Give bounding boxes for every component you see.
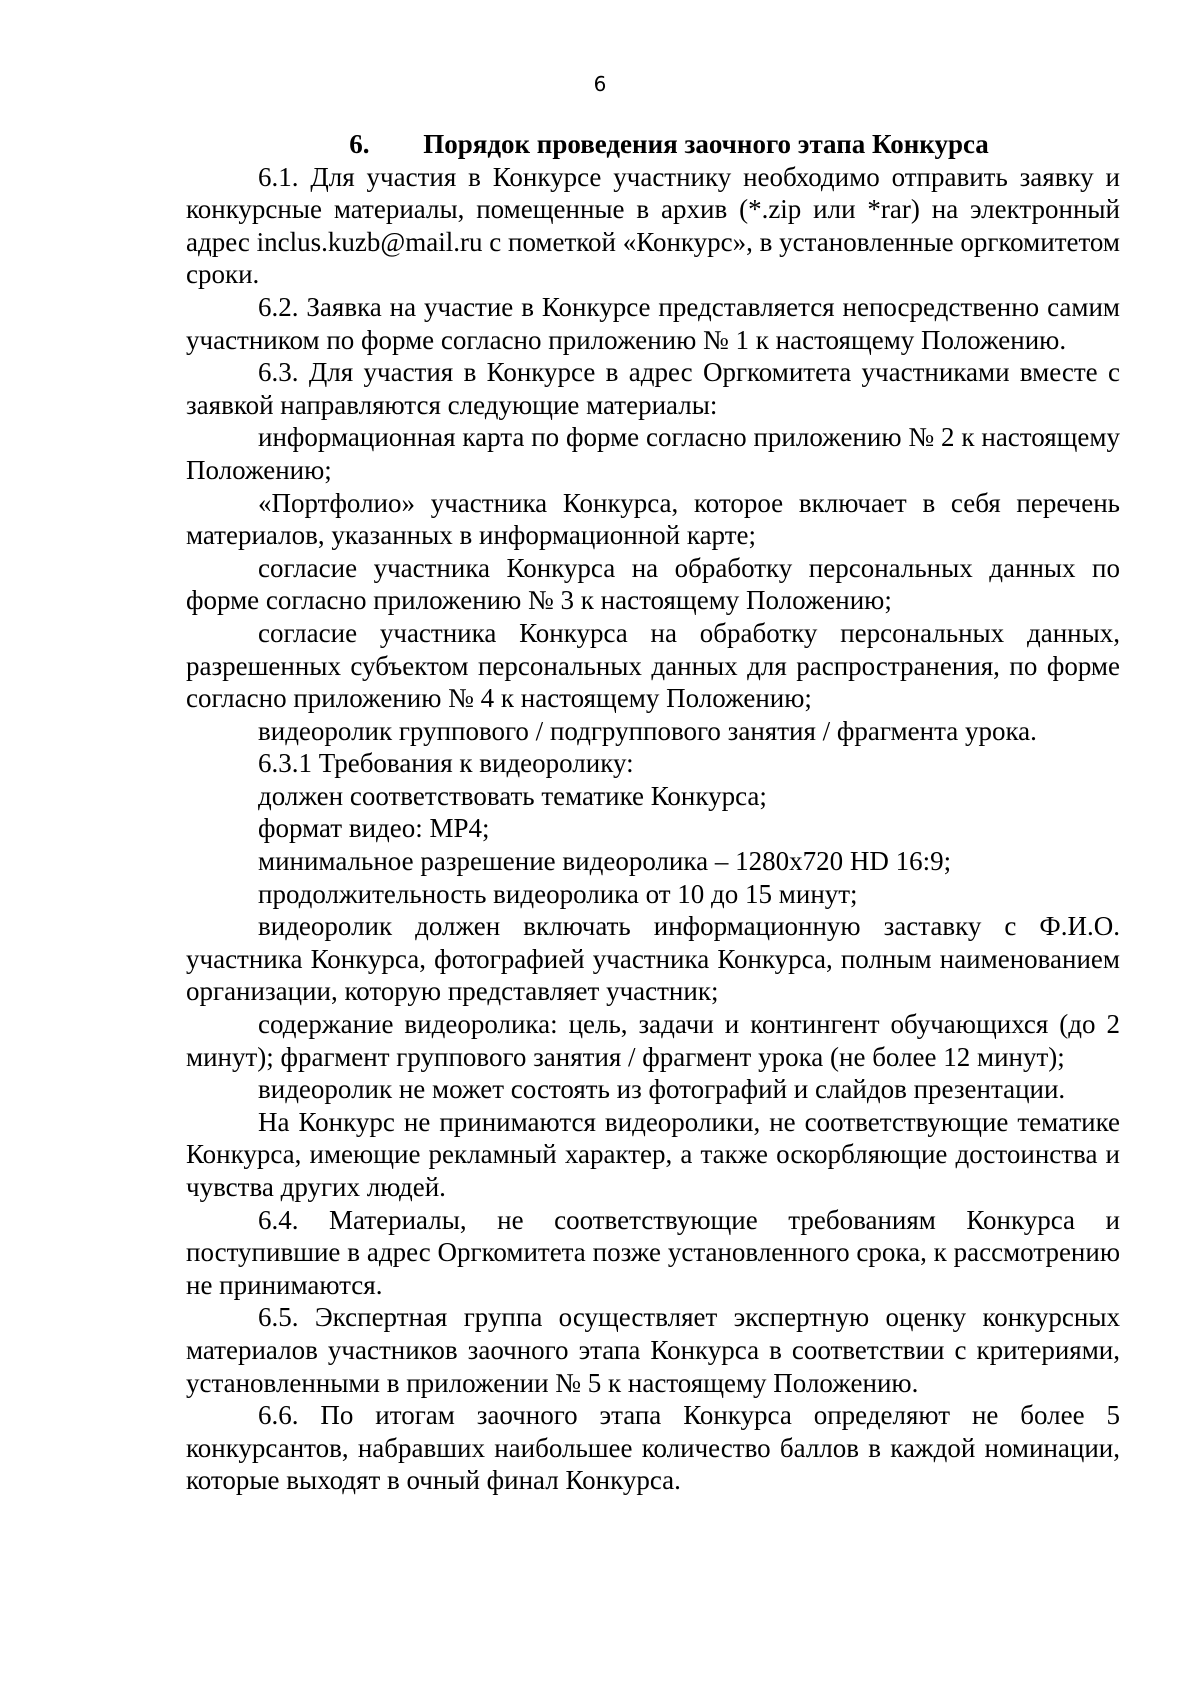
paragraph-6-3-1: 6.3.1 Требования к видеоролику:: [258, 748, 634, 779]
requirement-content: содержание видеоролика: цель, задачи и контингент обучающихся (до 2 минут); фрагмент группового занятия / фрагмент урока (не более 12 минут);: [186, 1009, 1120, 1072]
list-item-consent-personal-data: согласие участника Конкурса на обработку персональных данных по форме согласно приложению № 3 к настоящему Положению;: [186, 552, 1120, 616]
section-title: Порядок проведения заочного этапа Конкурса: [423, 129, 989, 159]
paragraph-6-1: 6.1. Для участия в Конкурсе участнику необходимо отправить заявку и конкурсные материалы, помещенные в архив (*.zip или *rar) на электронный адрес inclus.kuzb@mail.ru с пометкой «Конкурс», в установленные оргкомитетом сроки.: [186, 161, 1120, 290]
list-item-portfolio: «Портфолио» участника Конкурса, которое включает в себя перечень материалов, указанных в информационной карте;: [186, 487, 1120, 551]
requirement-no-slides: видеоролик не может состоять из фотографий и слайдов презентации.: [258, 1074, 1066, 1105]
requirement-intro-screen: видеоролик должен включать информационную заставку с Ф.И.О. участника Конкурса, фотографией участника Конкурса, полным наименованием организации, которую представляет участник;: [186, 911, 1120, 1007]
list-item-video: видеоролик группового / подгруппового занятия / фрагмента урока.: [258, 715, 1037, 746]
paragraph-rejections: На Конкурс не принимаются видеоролики, не соответствующие тематике Конкурса, имеющие рекламный характер, а также оскорбляющие достоинства и чувства других людей.: [186, 1106, 1120, 1202]
list-item-consent-distribution: согласие участника Конкурса на обработку персональных данных, разрешенных субъектом персональных данных для распространения, по форме согласно приложению № 4 к настоящему Положению;: [186, 617, 1120, 714]
paragraph-6-6: 6.6. По итогам заочного этапа Конкурса определяют не более 5 конкурсантов, набравших наибольшее количество баллов в каждой номинации, которые выходят в очный финал Конкурса.: [186, 1400, 1120, 1496]
section-heading: [186, 128, 1120, 161]
list-item-info-card: информационная карта по форме согласно приложению № 2 к настоящему Положению;: [186, 422, 1120, 485]
paragraph-6-2: 6.2. Заявка на участие в Конкурсе представляется непосредственно самим участником по форме согласно приложению № 1 к настоящему Положению.: [186, 291, 1120, 355]
requirement-duration: продолжительность видеоролика от 10 до 15 минут;: [258, 878, 858, 909]
document-body: [186, 128, 1120, 1497]
requirement-format: формат видео: MP4;: [258, 813, 490, 844]
page-number: 6: [593, 72, 607, 96]
section-number: 6.: [349, 129, 370, 159]
paragraph-6-3: 6.3. Для участия в Конкурсе в адрес Оргкомитета участниками вместе с заявкой направляются следующие материалы:: [186, 357, 1120, 420]
paragraph-6-4: 6.4. Материалы, не соответствующие требованиям Конкурса и поступившие в адрес Оргкомитета позже установленного срока, к рассмотрению не принимаются.: [186, 1204, 1120, 1300]
requirement-theme: должен соответствовать тематике Конкурса;: [258, 780, 767, 811]
paragraph-6-5: 6.5. Экспертная группа осуществляет экспертную оценку конкурсных материалов участников заочного этапа Конкурса в соответствии с критериями, установленными в приложении № 5 к настоящему Положению.: [186, 1302, 1120, 1398]
requirement-resolution: минимальное разрешение видеоролика – 1280х720 HD 16:9;: [258, 846, 952, 877]
